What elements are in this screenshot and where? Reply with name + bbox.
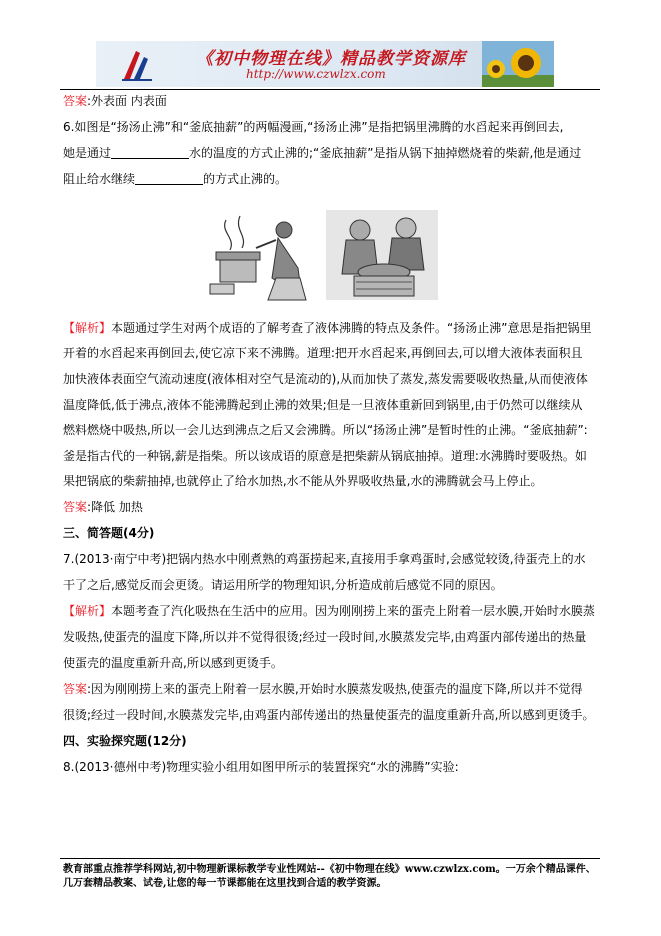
footer-line-2: 几万套精品教案、试卷,让您的每一节课都能在这里找到合适的教学资源。 [63, 878, 387, 889]
analysis-7-line-3: 使蛋壳的温度重新升高,所以感到更烫手。 [63, 656, 283, 670]
question-7-line-1: 7.(2013·南宁中考)把锅内热水中刚煮熟的鸡蛋捞起来,直接用手拿鸡蛋时,会感觉较烫,待蛋壳上的水 [63, 552, 586, 566]
pull-firewood-cartoon [326, 208, 438, 300]
banner-title: 《初中物理在线》精品教学资源库 [196, 49, 466, 69]
answer-label: 答案 [63, 682, 88, 696]
analysis-7-line-1: 【解析】本题考查了汽化吸热在生活中的应用。因为刚刚捞上来的蛋壳上附着一层水膜,开始时水膜蒸 [63, 604, 595, 618]
header-rule [60, 89, 600, 90]
ladle-soup-cartoon [206, 208, 318, 302]
question-7-line-2: 干了之后,感觉反而会更烫。请运用所学的物理知识,分析造成前后感觉不同的原因。 [63, 578, 503, 592]
analysis-6-line-7: 果把锅底的柴薪抽掉,也就停止了给水加热,水不能从外界吸收热量,水的沸腾就会马上停止。 [63, 474, 543, 488]
banner-url: http://www.czwlzx.com [246, 67, 386, 81]
section-heading-experiment: 四、实验探究题(12分) [63, 734, 187, 748]
answer-7-line-2: 很烫;经过一段时间,水膜蒸发完毕,由鸡蛋内部传递出的热量使蛋壳的温度重新升高,所以感到更烫手。 [63, 708, 595, 722]
answer-6: 答案:降低 加热 [63, 500, 143, 514]
analysis-6-line-4: 温度降低,低于沸点,液体不能沸腾起到止沸的效果;但是一旦液体重新回到锅里,由于仍然可以继续从 [63, 398, 583, 412]
footer-rule [60, 858, 600, 859]
site-logo [120, 47, 154, 83]
analysis-label: 【解析】 [63, 321, 112, 335]
question-8-line-1: 8.(2013·德州中考)物理实验小组用如图甲所示的装置探究“水的沸腾”实验: [63, 760, 459, 774]
answer-7-line-1: 答案:因为刚刚捞上来的蛋壳上附着一层水膜,开始时水膜蒸发吸热,使蛋壳的温度下降,所以并不觉得 [63, 682, 583, 696]
analysis-6-line-3: 加快液体表面空气流动速度(液体相对空气是流动的),从而加快了蒸发,蒸发需要吸收热量,从而使液体 [63, 372, 588, 386]
analysis-6-line-6: 釜是指古代的一种锅,薪是指柴。所以该成语的原意是把柴薪从锅底抽掉。道理:水沸腾时要吸热。如 [63, 449, 587, 463]
section-heading-short-answer: 三、简答题(4分) [63, 526, 155, 540]
analysis-7-line-2: 发吸热,使蛋壳的温度下降,所以并不觉得很烫;经过一段时间,水膜蒸发完毕,由鸡蛋内部传递出的热量 [63, 630, 587, 644]
answer-blank-1[interactable] [111, 146, 189, 159]
answer-label: 答案 [63, 94, 88, 108]
header-banner [96, 41, 554, 87]
analysis-6-line-1: 【解析】本题通过学生对两个成语的了解考查了液体沸腾的特点及条件。“扬汤止沸”意思是指把锅里 [63, 321, 592, 335]
answer-blank-2[interactable] [135, 172, 203, 185]
analysis-6-line-5: 燃料燃烧中吸热,所以一会儿达到沸点之后又会沸腾。所以“扬汤止沸”是暂时性的止沸。“釜底抽薪”: [63, 423, 588, 437]
answer-label: 答案 [63, 500, 88, 514]
analysis-label: 【解析】 [63, 604, 112, 618]
footer-line-1: 教育部重点推荐学科网站,初中物理新课标教学专业性网站--《初中物理在线》www.czwlzx.com。一万余个精品课件、 [63, 864, 596, 875]
question-6-line-2: 她是通过 水的温度的方式止沸的;“釜底抽薪”是指从锅下抽掉燃烧着的柴薪,他是通过 [63, 146, 582, 160]
question-6-line-3: 阻止给水继续 的方式止沸的。 [63, 172, 288, 186]
question-6-line-1: 6.如图是“扬汤止沸”和“釜底抽薪”的两幅漫画,“扬汤止沸”是指把锅里沸腾的水舀起来再倒回去, [63, 120, 564, 134]
answer-5: 答案:外表面 内表面 [63, 94, 167, 108]
analysis-6-line-2: 开着的水舀起来再倒回去,使它凉下来不沸腾。道理:把开水舀起来,再倒回去,可以增大液体表面积且 [63, 346, 583, 360]
sunflower-image [482, 41, 554, 87]
